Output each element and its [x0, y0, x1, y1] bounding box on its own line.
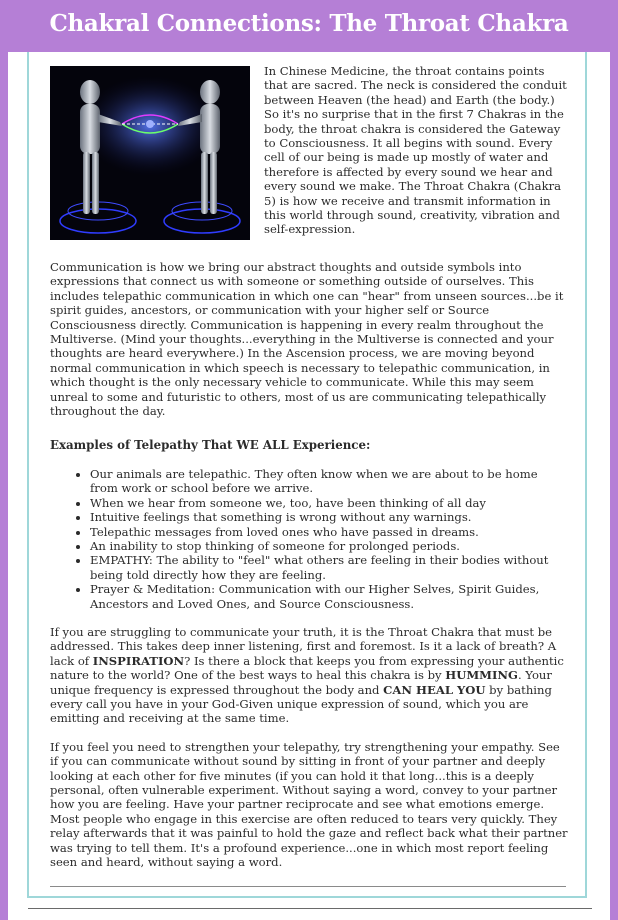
struggle-text: If you are struggling to communicate your truth, it is the Throat Chakra that must be addressed. This takes deep inner listening, first and foremost. Is it a lack of breath? A lack of	[50, 624, 557, 668]
intro-paragraph: In Chinese Medicine, the throat contains points that are sacred. The neck is considered the conduit between Heaven (the head) and Earth (the body.) So it's no surprise that in the first 7 Chakras in the body, the throat chakra is considered the Gateway to Consciousness. It all begins with sound. Every cell of our being is made up mostly of water and therefore is affected by every sound we hear and every sound we make. The Throat Chakra (Chakra 5) is how we receive and transmit information in this world through sound, creativity, vibration and self-expression.	[264, 64, 567, 237]
struggle-paragraph	[50, 625, 568, 726]
struggle-text: . Your unique frequency is expressed throughout the body and	[50, 668, 552, 697]
list-item: • Prayer & Meditation: Communication with our Higher Selves, Spirit Guides, Ancestors and Loved Ones, and Source Consciousness.	[90, 582, 568, 611]
title-bar	[0, 0, 618, 52]
examples-heading: Examples of Telepathy That WE ALL Experience:	[50, 438, 371, 453]
page-title: Chakral Connections: The Throat Chakra	[49, 10, 569, 37]
divider	[50, 886, 566, 887]
content-panel	[8, 52, 610, 920]
divider	[28, 908, 592, 909]
inspiration-emphasis: INSPIRATION	[92, 653, 185, 668]
empathy-paragraph: If you feel you need to strengthen your telepathy, try strengthening your empathy. See if you can communicate without sound by sitting in front of your partner and deeply looking at each other for five minutes (if you can hold it that long...this is a deeply personal, often vulnerable experiment. Without saying a word, convey to your partner how you are feeling. Have your partner reciprocate and see what emotions emerge. Most people who engage in this exercise are often reduced to tears very quickly. They relay afterwards that it was painful to hold the gaze and reflect back what their partner was trying to tell them. It's a profound experience...one in which most report feeling seen and heard, without saying a word.	[50, 739, 568, 870]
article-body	[50, 64, 568, 869]
list-item: • Our animals are telepathic. They often know when we are about to be home from work or school before we arrive.	[90, 467, 568, 496]
can-heal-you-emphasis: CAN HEAL YOU	[383, 682, 486, 697]
examples-list	[50, 467, 568, 611]
two-figures-energy-image	[50, 66, 250, 240]
struggle-text: by bathing every call you have in your God-Given unique expression of sound, which you are emitting and receiving at the same time.	[50, 682, 552, 726]
throat-chakra-illustration	[50, 66, 250, 240]
list-item: • An inability to stop thinking of someone for prolonged periods.	[90, 539, 568, 553]
list-item: • EMPATHY: The ability to "feel" what others are feeling in their bodies without being told directly how they are feeling.	[90, 553, 568, 582]
list-item: • When we hear from someone we, too, have been thinking of all day	[90, 496, 568, 510]
struggle-text: ? Is there a block that keeps you from expressing your authentic nature to the world? One of the best ways to heal this chakra is by	[50, 653, 564, 683]
list-item: • Telepathic messages from loved ones who have passed in dreams.	[90, 525, 568, 539]
communication-paragraph: Communication is how we bring our abstract thoughts and outside symbols into expressions that connect us with someone or something outside of ourselves. This includes telepathic communication in which one can "hear" from unseen sources...be it spirit guides, ancestors, or communication with your higher self or Source Consciousness directly. Communication is happening in every realm throughout the Multiverse. (Mind your thoughts...everything in the Multiverse is connected and your thoughts are heard everywhere.) In the Ascension process, we are moving beyond normal communication in which speech is necessary to telepathic communication, in which thought is the only necessary vehicle to communicate. While this may seem unreal to some and futuristic to others, most of us are communicating telepathically throughout the day.	[50, 260, 564, 419]
list-item: • Intuitive feelings that something is wrong without any warnings.	[90, 510, 568, 524]
humming-emphasis: HUMMING	[445, 668, 518, 683]
